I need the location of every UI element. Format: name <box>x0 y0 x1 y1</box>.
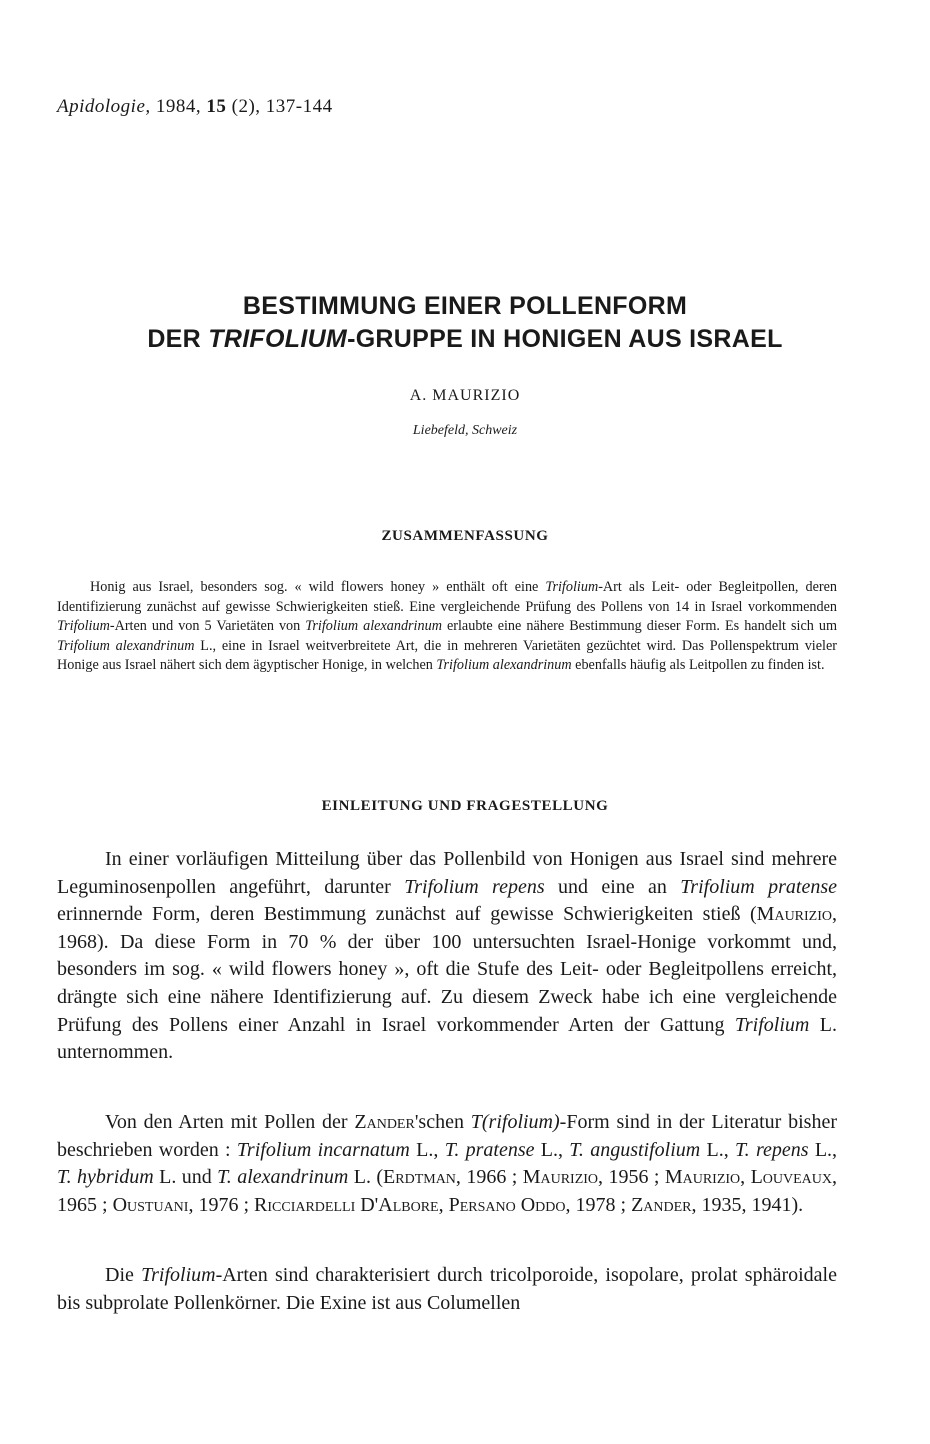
article-title <box>60 290 870 356</box>
abstract-text: Honig aus Israel, besonders sog. « wild flowers honey » enthält oft eine Trifolium-Art als Leit- oder Begleitpollen, deren Identifizierung zunächst auf gewisse Schwierigkeiten stieß. Eine vergleichende Prüfung des Pollens von 14 in Israel vorkommenden Trifolium-Arten und von 5 Varietäten von Trifolium alexandrinum erlaubte eine nähere Bestimmung dieser Form. Es handelt sich um Trifolium alexandrinum L., eine in Israel weitverbreitete Art, die in mehreren Varietäten gezüchtet wird. Das Pollenspektrum vieler Honige aus Israel nähert sich dem ägyptischer Honige, in welchen Trifolium alexandrinum ebenfalls häufig als Leitpollen zu finden ist. <box>57 579 838 674</box>
journal-citation <box>57 96 333 118</box>
journal-volume: 15 <box>206 96 227 117</box>
introduction-paragraph-1: In einer vorläufigen Mitteilung über das Pollenbild von Honigen aus Israel sind mehrere Leguminosenpollen angeführt, darunter Trifolium repens und eine an Trifolium pratense erinnernde Form, deren Bestimmung zunächst auf gewisse Schwierigkeiten stieß (Maurizio, 1968). Da diese Form in 70 % der über 100 untersuchten Israel-Honige vorkommt und, besonders im sog. « wild flowers honey », oft die Stufe des Leit- oder Begleitpollens erreicht, drängte sich eine nähere Identifizierung auf. Zu diesem Zweck habe ich eine vergleichende Prüfung des Pollens einer Anzahl in Israel vorkommender Arten der Gattung Trifolium L. unternommen. <box>57 848 838 1064</box>
title-line-2: DER TRIFOLIUM-GRUPPE IN HONIGEN AUS ISRAEL <box>147 325 783 353</box>
introduction-paragraph-3: Die Trifolium-Arten sind charakterisiert durch tricolporoide, isopolare, prolat sphäroidale bis subprolate Pollenkörner. Die Exine ist aus Columellen <box>57 1264 837 1314</box>
introduction-paragraph-2: Von den Arten mit Pollen der Zander'schen T(rifolium)-Form sind in der Literatur bisher beschrieben worden : Trifolium incarnatum L., T. pratense L., T. angustifolium L., T. repens L., T. hybridum L. und T. alexandrinum L. (Erdtman, 1966 ; Maurizio, 1956 ; Maurizio, Louveaux, 1965 ; Oustuani, 1976 ; Ricciardelli D'Albore, Persano Oddo, 1978 ; Zander, 1935, 1941). <box>57 1111 838 1216</box>
author-name: A. MAURIZIO <box>409 387 521 404</box>
journal-issue-pages: (2), 137-144 <box>231 96 333 117</box>
journal-year: 1984, <box>155 96 202 117</box>
journal-name: Apidologie, <box>57 96 151 117</box>
introduction-heading: EINLEITUNG UND FRAGESTELLUNG <box>321 798 609 814</box>
title-line-1: BESTIMMUNG EINER POLLENFORM <box>242 292 688 320</box>
author-affiliation: Liebefeld, Schweiz <box>412 423 518 438</box>
abstract-heading: ZUSAMMENFASSUNG <box>381 528 549 544</box>
